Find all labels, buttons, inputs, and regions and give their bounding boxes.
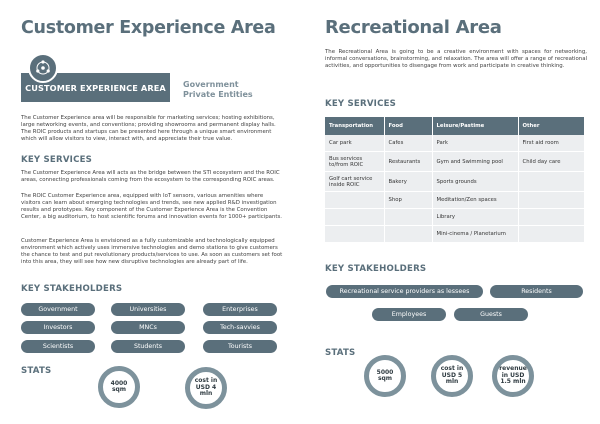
- stat-area-value: 5000 sqm: [376, 368, 394, 382]
- services-paragraph-2: The ROIC Customer Experience area, equipped with IoT sensors, various amenities where visitors can learn about emerging technologies and trends, see new applied R&D investigation results and prototypes. Key component of the Customer Experience Area is the Convention Center, a big auditorium, to host scientific forums and innovation events for 1000+ participants.: [21, 193, 283, 220]
- stakeholder-pill: Scientists: [21, 340, 95, 353]
- stakeholder-pill: Guests: [454, 308, 528, 321]
- table-header: Other: [518, 117, 585, 135]
- intro-paragraph: The Customer Experience area will be responsible for marketing services; hosting exhibitions, large networking events, and conventions; providing showrooms and permanent display halls. The ROIC products and startups can be presented here through a unique smart environment which will allow visitors to view, interact with, and appreciate their true value.: [21, 115, 276, 142]
- table-cell: Bus services to/from ROIC: [325, 152, 384, 172]
- page-title: Recreational Area: [325, 17, 502, 38]
- table-cell: Child day care: [518, 152, 585, 172]
- table-row: [325, 192, 585, 209]
- network-icon: [28, 53, 58, 83]
- stat-revenue: [492, 355, 534, 397]
- stakeholder-pill: Residents: [490, 285, 583, 298]
- table-cell: [325, 192, 384, 209]
- stakeholder-pill: Recreational service providers as lessees: [326, 285, 483, 298]
- table-cell: [384, 209, 432, 226]
- table-cell: Restaurants: [384, 152, 432, 172]
- stakeholder-pill: Tech-savvies: [203, 321, 277, 334]
- table-cell: Car park: [325, 135, 384, 152]
- stats-heading: STATS: [21, 366, 52, 376]
- intro-paragraph: The Recreational Area is going to be a creative environment with spaces for networking, informal conversations, brainstorming, and relaxation. The area will offer a range of recreational activities, and opportunities to disengage from work and participate in creative thinking.: [325, 49, 587, 69]
- stakeholder-pill: Employees: [372, 308, 446, 321]
- table-cell: Park: [432, 135, 518, 152]
- table-cell: Shop: [384, 192, 432, 209]
- stat-area-value: 4000 sqm: [110, 379, 128, 393]
- stat-cost: [185, 367, 227, 409]
- key-services-heading: KEY SERVICES: [21, 155, 93, 165]
- key-stakeholders-heading: KEY STAKEHOLDERS: [325, 264, 427, 274]
- key-stakeholders-heading: KEY STAKEHOLDERS: [21, 284, 123, 294]
- table-row: [325, 225, 585, 242]
- section-banner: CUSTOMER EXPERIENCE AREA: [21, 73, 170, 102]
- table-cell: Gym and Swimming pool: [432, 152, 518, 172]
- banner-side-text: [183, 80, 253, 100]
- table-cell: Mini-cinema / Planetarium: [432, 225, 518, 242]
- table-row: [325, 152, 585, 172]
- table-cell: [518, 225, 585, 242]
- page-title: Customer Experience Area: [21, 18, 276, 38]
- table-cell: First aid room: [518, 135, 585, 152]
- table-cell: Bakery: [384, 172, 432, 192]
- banner-side-line-1: Government: [183, 80, 239, 89]
- stat-area: [364, 355, 406, 397]
- table-cell: Cafes: [384, 135, 432, 152]
- banner-side-line-2: Private Entities: [183, 90, 253, 99]
- table-header: Leisure/Pastime: [432, 117, 518, 135]
- stakeholder-pill: Universities: [111, 303, 185, 316]
- stakeholder-pill: MNCs: [111, 321, 185, 334]
- table-cell: Golf cart service inside ROIC: [325, 172, 384, 192]
- table-header: Food: [384, 117, 432, 135]
- stat-revenue-value: revenue in USD 1.5 mln: [499, 365, 527, 386]
- right-page: [300, 0, 600, 424]
- table-cell: [384, 225, 432, 242]
- key-services-heading: KEY SERVICES: [325, 99, 397, 109]
- stakeholder-pill: Investors: [21, 321, 95, 334]
- stakeholder-pill: Government: [21, 303, 95, 316]
- stat-cost-value: cost in USD 5 mln: [440, 365, 464, 386]
- stats-heading: STATS: [325, 348, 356, 358]
- table-cell: Library: [432, 209, 518, 226]
- services-paragraph-3: Customer Experience Area is envisioned as a fully customizable and technologically equipped environment which actively uses immersive technologies and demo stations to give customers the chance to test and put revolutionary products/services to use. As soon as customers set foot into this area, they will see how new disruptive technologies are already part of life.: [21, 238, 283, 265]
- table-header: Transportation: [325, 117, 384, 135]
- table-cell: Meditation/Zen spaces: [432, 192, 518, 209]
- stakeholder-pill: Students: [111, 340, 185, 353]
- table-cell: [325, 209, 384, 226]
- stat-cost-value: cost in USD 4 mln: [194, 377, 218, 398]
- stat-cost: [431, 355, 473, 397]
- stakeholder-pill: Tourists: [203, 340, 277, 353]
- stakeholder-pill: Enterprises: [203, 303, 277, 316]
- services-table: [325, 117, 585, 243]
- table-cell: [325, 225, 384, 242]
- services-paragraph-1: The Customer Experience Area will acts as the bridge between the STI ecosystem and the ROIC areas, connecting professionals coming from the ecosystem to the corresponding ROIC areas.: [21, 170, 280, 183]
- table-header-row: [325, 117, 585, 135]
- table-cell: Sports grounds: [432, 172, 518, 192]
- table-cell: [518, 192, 585, 209]
- table-row: [325, 135, 585, 152]
- table-cell: [518, 172, 585, 192]
- stat-area: [98, 366, 140, 408]
- table-row: [325, 209, 585, 226]
- table-row: [325, 172, 585, 192]
- table-cell: [518, 209, 585, 226]
